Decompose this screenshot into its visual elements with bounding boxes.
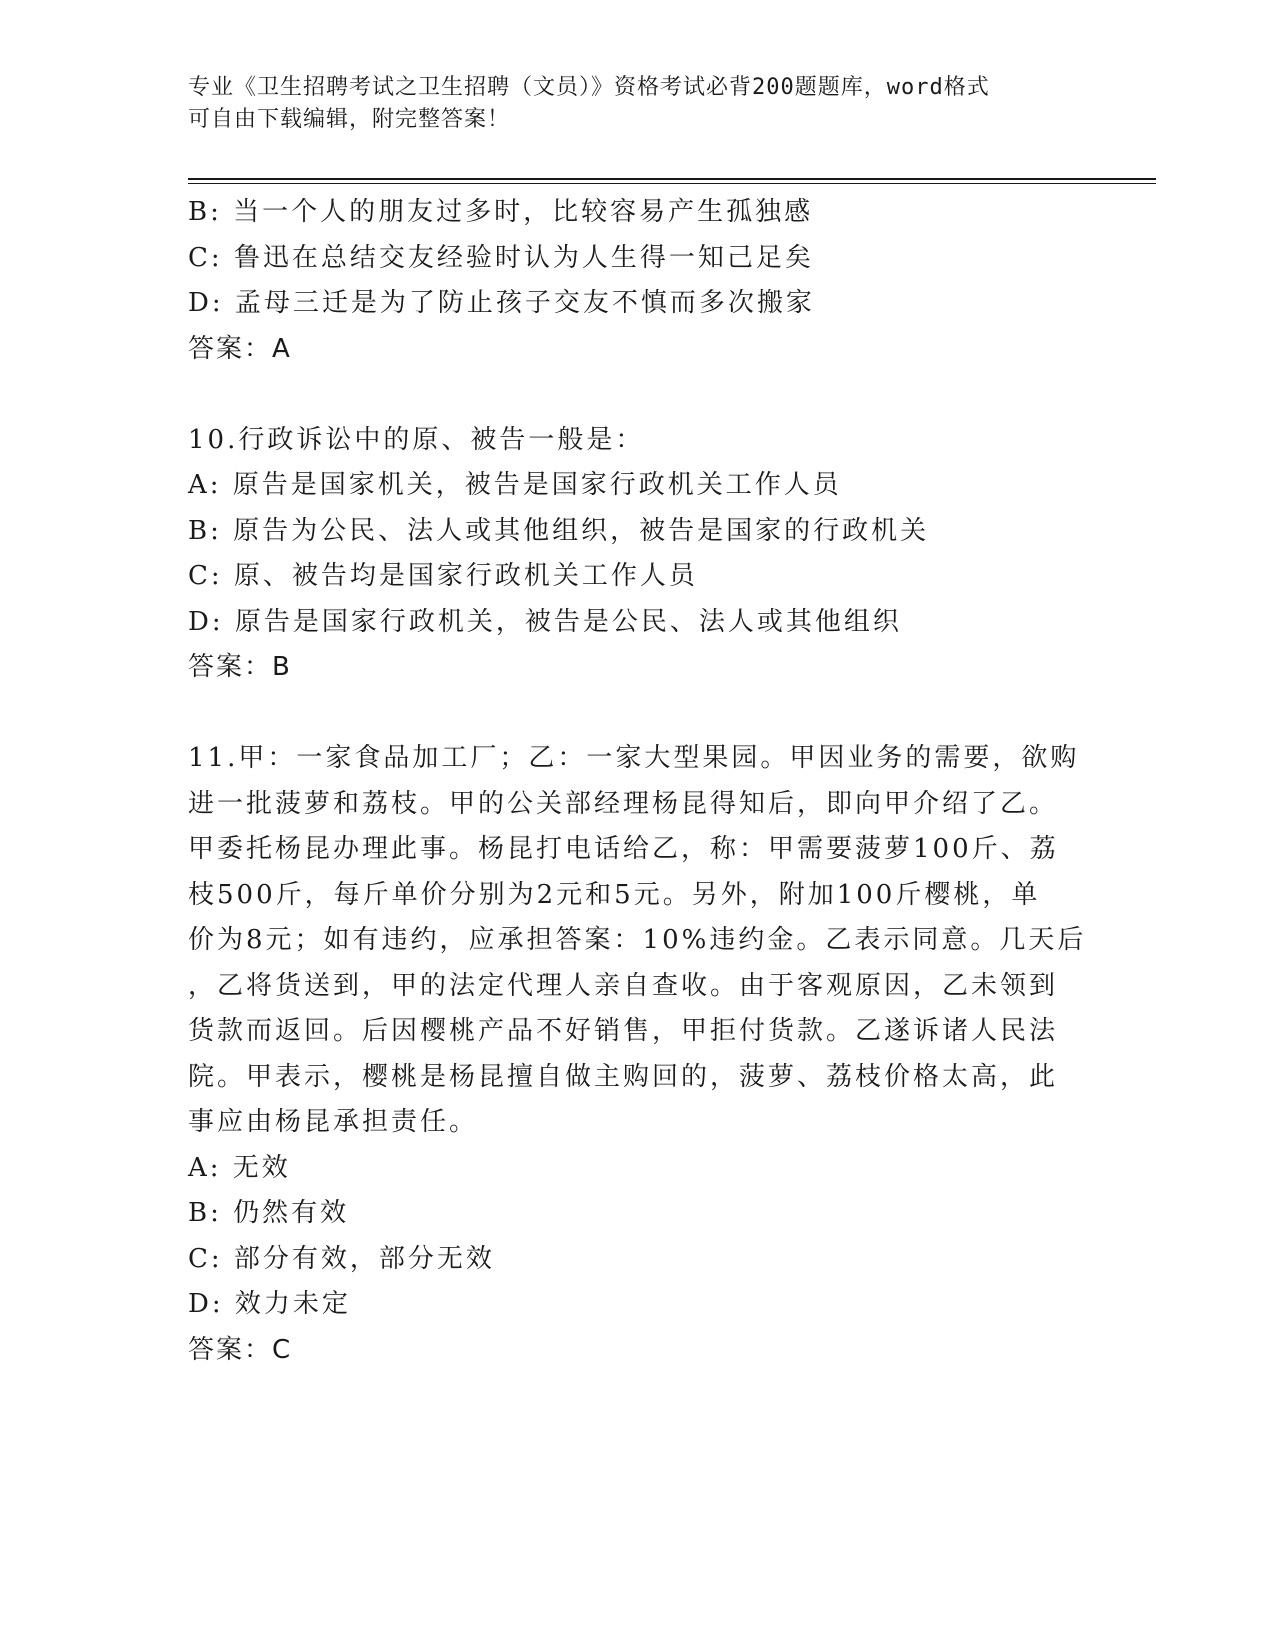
spacer	[188, 691, 1088, 737]
q9-option-d: D: 孟母三迁是为了防止孩子交友不慎而多次搬家	[188, 288, 815, 318]
q10-option-a: A: 原告是国家机关，被告是国家行政机关工作人员	[188, 470, 842, 500]
q11-stem-line: 枝500斤，每斤单价分别为2元和5元。另外，附加100斤樱桃，单	[188, 879, 1041, 910]
question-10	[188, 418, 1088, 691]
q10-stem: 10.行政诉讼中的原、被告一般是：	[188, 424, 645, 455]
q10-option-c: C: 原、被告均是国家行政机关工作人员	[188, 561, 698, 591]
q11-stem-line: ，乙将货送到，甲的法定代理人亲自查收。由于客观原因，乙未领到	[188, 970, 1059, 1001]
q11-option-a: A: 无效	[188, 1152, 291, 1183]
q11-stem-line: 甲委托杨昆办理此事。杨昆打电话给乙，称：甲需要菠萝100斤、荔	[188, 834, 1059, 864]
question-9	[188, 190, 1088, 372]
q11-stem-line: 价为8元；如有违约，应承担答案：10%违约金。乙表示同意。几天后	[188, 925, 1087, 955]
q10-option-d: D: 原告是国家行政机关，被告是公民、法人或其他组织	[188, 606, 902, 637]
header-line-2: 可自由下载编辑，附完整答案！	[188, 107, 511, 132]
q11-option-c: C: 部分有效，部分无效	[188, 1243, 495, 1274]
q11-stem-line: 货款而返回。后因樱桃产品不好销售，甲拒付货款。乙遂诉诸人民法	[188, 1016, 1059, 1046]
header-line-1: 专业《卫生招聘考试之卫生招聘（文员）》资格考试必背200题题库，word格式	[188, 75, 990, 100]
q11-option-b: B: 仍然有效	[188, 1198, 350, 1228]
q10-option-b: B: 原告为公民、法人或其他组织，被告是国家的行政机关	[188, 515, 930, 546]
q11-stem-line: 事应由杨昆承担责任。	[188, 1107, 479, 1137]
header-divider-thick	[188, 178, 1156, 180]
header-divider-thin	[188, 183, 1156, 184]
question-content	[188, 190, 1088, 1373]
q11-answer: 答案：C	[188, 1334, 293, 1365]
q11-stem-line: 进一批菠萝和荔枝。甲的公关部经理杨昆得知后，即向甲介绍了乙。	[188, 788, 1059, 819]
q11-stem-line: 院。甲表示，樱桃是杨昆擅自做主购回的，菠萝、荔枝价格太高，此	[188, 1061, 1059, 1092]
q9-answer: 答案：A	[188, 333, 292, 364]
q11-stem-line: 11.甲：一家食品加工厂；乙：一家大型果园。甲因业务的需要，欲购	[188, 743, 1080, 773]
question-11	[188, 736, 1088, 1373]
q9-option-b: B: 当一个人的朋友过多时，比较容易产生孤独感	[188, 197, 814, 227]
q9-option-c: C: 鲁迅在总结交友经验时认为人生得一知己足矣	[188, 242, 814, 273]
q11-option-d: D: 效力未定	[188, 1289, 351, 1319]
document-header	[188, 72, 1088, 136]
spacer	[188, 372, 1088, 418]
q10-answer: 答案：B	[188, 652, 292, 682]
